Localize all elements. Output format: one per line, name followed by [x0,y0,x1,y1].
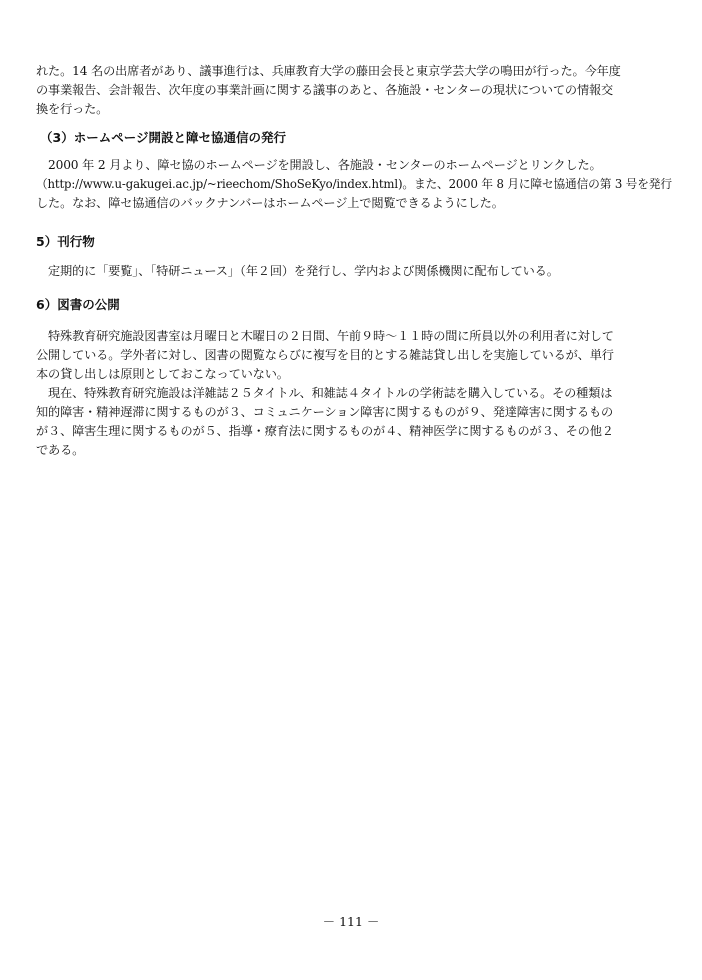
section-5-line-1: 定期的に「要覧」、「特研ニュース」（年２回）を発行し、学内および関係機関に配布している。 [48,264,559,278]
section-6-line-4: 現在、特殊教育研究施設は洋雑誌２５タイトル、和雑誌４タイトルの学術誌を購入している。その種類は [48,386,613,400]
page-number: － 111 － [322,914,380,929]
section-3-line-2: （http://www.u-gakugei.ac.jp/~rieechom/ShoSeKyo/index.html)。また、2000 年 8 月に障セ協通信の第 3 号を発行 [36,177,672,191]
section-6-line-3: 本の貸し出しは原則としておこなっていない。 [36,367,289,381]
section-6-line-2: 公開している。学外者に対し、図書の閲覧ならびに複写を目的とする雑誌貸し出しを実施しているが、単行 [36,348,614,362]
section-6-line-5: 知的障害・精神遅滞に関するものが３、コミュニケーション障害に関するものが９、発達障害に関するもの [36,405,614,419]
section-6-heading: 6）図書の公開 [36,297,120,312]
section-3-heading: （3）ホームページ開設と障セ協通信の発行 [40,130,286,145]
section-3-line-3: した。なお、障セ協通信のバックナンバーはホームページ上で閲覧できるようにした。 [36,196,504,210]
section-6-line-1: 特殊教育研究施設図書室は月曜日と木曜日の２日間、午前９時～１１時の間に所員以外の利用者に対して [48,329,614,343]
intro-line-1: れた。14 名の出席者があり、議事進行は、兵庫教育大学の藤田会長と東京学芸大学の鳴田が行った。今年度 [36,64,621,78]
section-6-line-6: が３、障害生理に関するものが５、指導・療育法に関するものが４、精神医学に関するものが３、その他２ [36,424,614,438]
intro-line-2: の事業報告、会計報告、次年度の事業計画に関する議事のあと、各施設・センターの現状についての情報交 [36,83,614,97]
intro-line-3: 換を行った。 [36,102,109,116]
section-5-heading: 5）刊行物 [36,234,95,249]
section-6-line-7: である。 [36,443,85,457]
section-3-line-1: 2000 年 2 月より、障セ協のホームページを開設し、各施設・センターのホームページとリンクした。 [48,158,602,172]
